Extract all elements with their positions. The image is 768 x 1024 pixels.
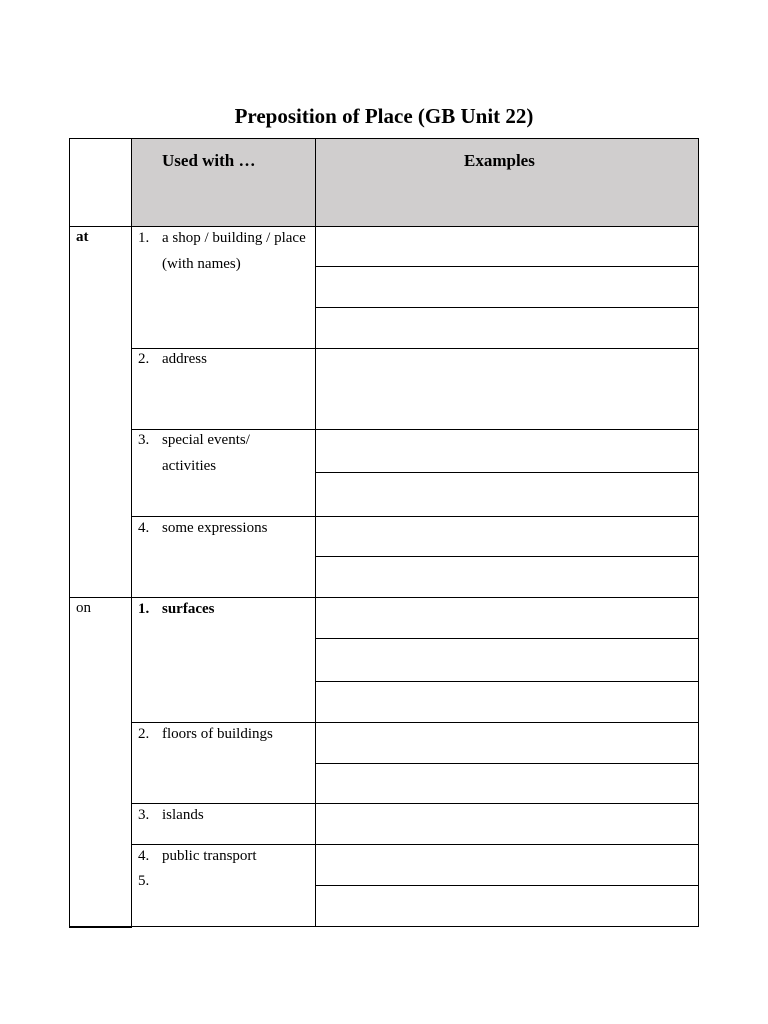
item-text: surfaces — [162, 601, 215, 617]
preposition-on: on — [76, 600, 91, 616]
preposition-at: at — [76, 229, 89, 245]
usage-item — [138, 596, 308, 622]
table-border-bottom — [69, 926, 699, 927]
item-text: address — [162, 351, 207, 367]
table-border-right — [698, 138, 699, 927]
item-number: 1. — [138, 601, 150, 617]
item-text: some expressions — [162, 520, 268, 536]
document-title: Preposition of Place (GB Unit 22) — [234, 104, 534, 128]
usage-item — [138, 515, 308, 541]
example-row-line — [315, 681, 699, 682]
table-border-top — [69, 138, 699, 139]
usage-item — [138, 721, 308, 747]
header-used-with: Used with … — [162, 151, 256, 170]
example-row-line — [315, 556, 699, 557]
example-row-line — [315, 472, 699, 473]
example-row-line — [315, 307, 699, 308]
item-number: 2. — [138, 351, 150, 367]
item-number: 5. — [138, 873, 150, 889]
item-number: 4. — [138, 848, 150, 864]
usage-item — [138, 225, 308, 277]
example-row-line — [315, 763, 699, 764]
usage-item — [138, 843, 308, 869]
usage-item — [138, 346, 308, 372]
item-text: a shop / building / place (with names) — [162, 230, 306, 272]
example-row-line — [315, 266, 699, 267]
item-text: islands — [162, 807, 204, 823]
item-text: public transport — [162, 848, 257, 864]
header-examples: Examples — [464, 151, 535, 170]
item-number: 3. — [138, 432, 150, 448]
table-divider-usedwith — [315, 138, 316, 927]
table-divider-prep — [131, 138, 132, 928]
item-number: 4. — [138, 520, 150, 536]
table-border-bottom-thick — [69, 927, 132, 928]
usage-item — [138, 427, 308, 479]
table-border-left — [69, 138, 70, 928]
item-number: 1. — [138, 230, 150, 246]
item-number: 3. — [138, 807, 150, 823]
item-text: special events/ activities — [162, 432, 250, 474]
example-row-line — [315, 638, 699, 639]
item-text: floors of buildings — [162, 726, 273, 742]
usage-item — [138, 802, 308, 828]
item-number: 2. — [138, 726, 150, 742]
example-row-line — [315, 885, 699, 886]
